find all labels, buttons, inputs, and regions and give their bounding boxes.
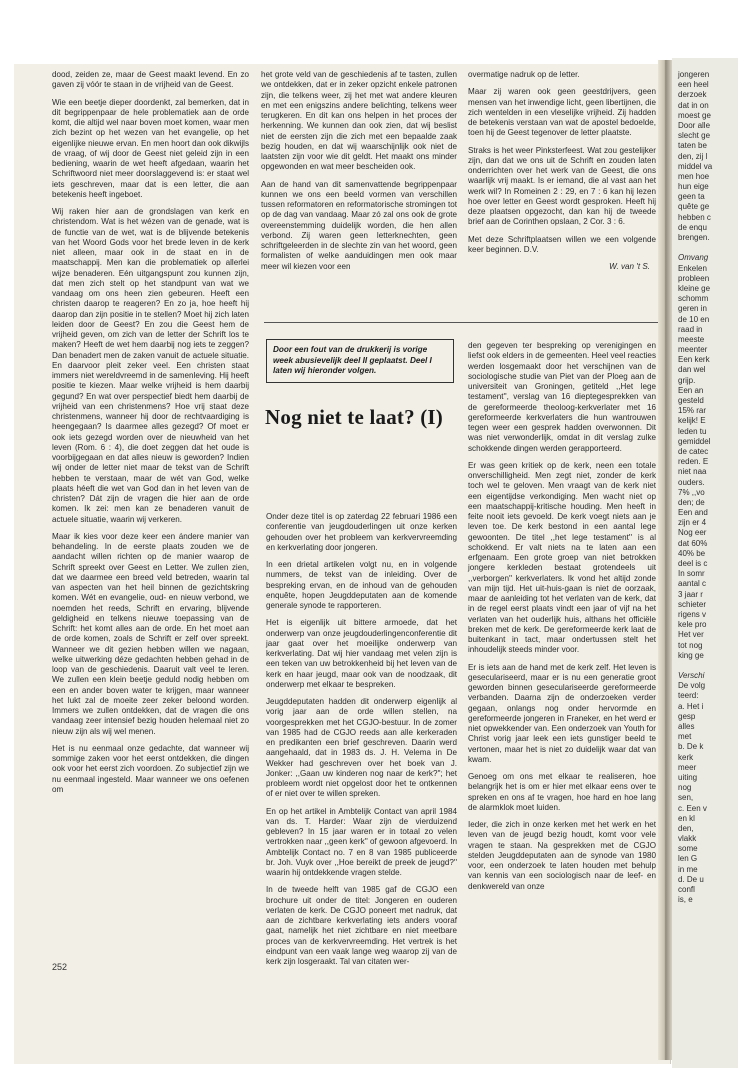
next-page-line: Nog eer <box>678 528 707 538</box>
next-page-line: gemiddel <box>678 436 711 446</box>
next-page-line: Door alle <box>678 120 711 130</box>
next-page-line: Omvang <box>678 253 709 263</box>
next-page-line: king ge <box>678 650 704 660</box>
next-page-line: a. Het i <box>678 701 704 711</box>
next-page-line: moest ge <box>678 110 711 120</box>
author-signature: W. van 't S. <box>609 262 650 271</box>
next-page-line: dan wel <box>678 365 706 375</box>
next-page-line: een heel <box>678 80 709 90</box>
next-page-line: geen ta <box>678 192 705 202</box>
next-page-line: den; de <box>678 497 705 507</box>
next-page-line: schomm <box>678 294 709 304</box>
paragraph: In een drietal artikelen volgt nu, en in volgende nummers, de tekst van de inleiding. Over de bespreking ervan, en de inhoud van de gehouden enquête, hopen Jeugddeputaten aan de komende generale synode te rapporteren. <box>266 560 457 610</box>
paragraph: In de tweede helft van 1985 gaf de CGJO een brochure uit onder de titel: Jongeren en ouderen verlaten de kerk. De CGJO poneert met nadruk, dat aan de zichtbare kerkverlating iets anders vooraf gaat, namelijk het niet zichtbare en niet meetbare proces van de kerkvervreemding. Het vertrek is het eindpunt van een vaak lange weg waarop zij van de kerk zijn losgeraakt. Tal van citaten wer- <box>266 885 457 966</box>
next-page-line: kele pro <box>678 620 707 630</box>
next-page-line: quête ge <box>678 202 710 212</box>
next-page-line: gesp <box>678 711 696 721</box>
next-page-column <box>678 70 738 905</box>
next-page-line: len G <box>678 854 698 864</box>
paragraph: overmatige nadruk op de letter. <box>468 70 580 79</box>
page-number: 252 <box>52 962 68 972</box>
article-column-2 <box>261 70 457 279</box>
next-page-line: 3 jaar r <box>678 589 703 599</box>
next-page-line: d. De u <box>678 874 704 884</box>
section-divider <box>264 322 658 323</box>
paragraph: dood, zeiden ze, maar de Geest maakt levend. En zo gaven zij vóór te staan in de vrijheid van de Geest. <box>52 70 249 90</box>
new-article-column-1 <box>266 512 457 974</box>
next-page-line: slecht ge <box>678 131 711 141</box>
next-page-line: derzoek <box>678 90 707 100</box>
next-page-line: Een and <box>678 508 708 518</box>
next-page-line: De volg <box>678 681 706 691</box>
paragraph: den gegeven ter bespreking op verenigingen en liefst ook elders in de gemeenten. Heel veel reacties werden losgemaakt door het verschijnen van de sociologische studie van Piet van der Ploeg aan de universiteit van Groningen, getiteld ,,Het lege testament'', verslag van 16 dieptegesprekken van de gereformeerde theoloog-kerkverlater met 16 gereformeerde kerkverlaters die hun wantrouwen tegen weer een gesprek hadden overwonnen. Dit was niet verwonderlijk, omdat in dit verslag zulke schokkende dingen werden gerapporteerd. <box>468 341 656 453</box>
next-page-line: Een an <box>678 385 704 395</box>
page-fold <box>658 60 672 1060</box>
next-page-line: is, e <box>678 895 693 905</box>
next-page-line: gesteld <box>678 396 704 405</box>
next-page-line: meer <box>678 762 697 772</box>
next-page-line: meeste <box>678 334 705 344</box>
paragraph: Wie een beetje dieper doordenkt, zal bemerken, dat in dit begrippenpaar de hele problematiek aan de orde komt, die altijd wel naar boven moet komen, waar men zich bezint op het wezen van het evangelie, op het eigenlijke nieuwe ervan. En men hoort dan ook dikwijls de vraag, of wij door de Geest niet geleid zijn in een bediening, waarin de wet heeft afgedaan, waarin het Schriftwoord niet meer doorslaggevend is: er staat wel iets geschreven, maar dat is een letter, die aan betekenis heeft ingeboet. <box>52 97 249 199</box>
article-headline: Nog niet te laat? (I) <box>265 405 443 429</box>
next-page-line: den, <box>678 823 694 833</box>
next-page-edge <box>672 58 738 1068</box>
next-page-line: taten be <box>678 141 707 151</box>
paragraph: Er was geen kritiek op de kerk, neen een totale onverschilligheid. Men zegt niet, zonder de kerk toch wel te geloven. Men vraagt van de kerk niet een eigentijdse verkondiging. Men wacht niet op een maatschappij-kritische houding. Men heeft in feite nooit iets gevoeld. De kerk voegt niets aan je leven toe. De kerk bestond in een aantal lege gewoonten. De titel ,,het lege testament'' is al schokkend. Er valt niets na te laten aan een erfgenaam. Een grote groep van niet betrokken jongere kerkleden bestaat grotendeels uit ,,verborgen'' kerkverlaters. Ik vond het altijd zonde van mijn tijd. Het uit-huis-gaan is niet de oorzaak, maar de aanleiding tot het verlaten van de kerk, dat in de regel eerst plaats vindt een jaar of vijf na het verlaten van het ouderlijk huis, althans het officiële breken met de kerk. De gereformeerde kerk laat de buitenkant in tact, maar ondertussen stelt het inhoudelijk steeds minder voor. <box>468 460 656 655</box>
next-page-line: c. Een v <box>678 803 707 813</box>
next-page-line: de enqu <box>678 222 707 232</box>
next-page-line: alles <box>678 722 695 731</box>
next-page-line <box>678 243 738 253</box>
next-page-line: kleine ge <box>678 283 711 293</box>
next-page-line: Enkelen <box>678 263 707 273</box>
next-page-line: hebben c <box>678 212 711 222</box>
next-page-line: In somr <box>678 569 705 579</box>
article-column-1 <box>52 70 249 802</box>
next-page-line: in me <box>678 864 698 874</box>
next-page-line: ouders. <box>678 477 705 487</box>
next-page-line: kelijk! E <box>678 416 706 426</box>
next-page-line: 15% rar <box>678 406 707 416</box>
paragraph: Het is nu eenmaal onze gedachte, dat wanneer wij sommige zaken voor het eerst ontdekken, die dingen ook voor het eerst zich voordoen. Zo subjectief zijn we nu eenmaal ingesteld. Maar wanneer we ons oefenen om <box>52 743 249 794</box>
paragraph: Maar zij waren ook geen geestdrijvers, geen mensen van het inwendige licht, geen libertijnen, die zich wentelden in een vleselijke vrijheid. Zij hadden de betekenis verstaan van wat de apostel bedoelde, toen hij de Geest tegenover de letter plaatste. <box>468 87 656 138</box>
next-page-line: b. De k <box>678 742 704 752</box>
next-page-line: reden. E <box>678 457 709 467</box>
article-column-3-top <box>468 70 656 272</box>
next-page-line: probleen <box>678 273 710 283</box>
next-page-line: niet naa <box>678 467 707 477</box>
next-page-line: some <box>678 844 698 854</box>
next-page-line: jongeren <box>678 70 710 79</box>
next-page-line: zijn er 4 <box>678 518 707 528</box>
next-page-line: vlakk <box>678 834 697 844</box>
next-page-line: leden tu <box>678 426 707 436</box>
next-page-line: Verschi <box>678 671 705 681</box>
paragraph: Met deze Schriftplaatsen willen we een volgende keer beginnen. D.V. <box>468 234 656 254</box>
next-page-line: grijp. <box>678 375 696 385</box>
next-page-line: men hoe <box>678 171 710 181</box>
next-page-line: deel is c <box>678 559 708 568</box>
next-page-line: brengen. <box>678 233 710 242</box>
paragraph: Maar ik kies voor deze keer een ándere manier van behandeling. In de eerste plaats zouden we de aandacht willen richten op de manier waarop de Schrift spreekt over Geest en Letter. We zullen zien, dat we daarmee een breed veld betreden, waarin tal van aspecten van het heil binnen de gezichtskring komen. Wét en evangelie, oud- en nieuw verbond, we noemden het reeds, Schrift en ervaring, blijvende geldigheid en telkens nieuwe toepassing van de Schrift: het komt alles aan de orde. En het moet aan de orde komen, zoals de Schrift er zelf over spreekt. Wanneer we dit gezien hebben willen we nagaan, welke uitwerking déze gedachten hebben gehad in de loop van de geschiedenis. Daaruit valt veel te leren. We zullen een klein beetje geduld nodig hebben om een en ander boven water te krijgen, maar wanneer het lukt zal de moeite zeer zeker beloond worden. Immers we zullen ontdekken, dat de vragen die ons vandaag zeer intensief bezig houden helemaal niet zo nieuw zijn als wij wel menen. <box>52 531 249 736</box>
next-page-line: middel va <box>678 161 713 171</box>
next-page-line <box>678 661 738 671</box>
next-page-line: schieter <box>678 599 707 609</box>
new-article-column-2 <box>468 341 656 899</box>
next-page-line: de catec <box>678 446 709 456</box>
next-page-line: dat 60% <box>678 538 708 548</box>
paragraph: Ieder, die zich in onze kerken met het werk en het leven van de jeugd bezig houdt, komt voor vele vragen te staan. Na gesprekken met de CGJO stelden Jeugddeputaten aan de synode van 1980 voor, een onderzoek te laten houden met behulp van kennis van een sociologisch naar de leef- en denkwereld van onze <box>468 820 656 891</box>
next-page-line: nog <box>678 783 692 793</box>
paragraph: Genoeg om ons met elkaar te realiseren, hoe belangrijk het is om er hier met elkaar eens over te spreken en ons af te vragen, hoe hard en hoe lang de alarmklok moet luiden. <box>468 772 656 812</box>
next-page-line: confl <box>678 885 695 894</box>
next-page-line: uiting <box>678 772 698 782</box>
next-page-line: aantal c <box>678 579 707 589</box>
paragraph: Het is eigenlijk uit bittere armoede, dat het onderwerp van onze jeugdouderlingenconferentie dit jaar gaat over het moeilijke onderwerp van kerkverlating. Dat wij hier vandaag met velen zijn is een teken van uw betrokkenheid bij het leven van de kerk en haar jeugd, maar ook van de noodzaak, dit onderwerp met elkaar te bespreken. <box>266 618 457 689</box>
next-page-line: 7% ,,vo <box>678 487 705 497</box>
next-page-line: rigens v <box>678 609 707 619</box>
next-page-line: de 10 en <box>678 314 710 324</box>
next-page-line: raad in <box>678 324 703 334</box>
paragraph: Straks is het weer Pinksterfeest. Wat zou gestelijker zijn, dan dat we ons uit de Schrift en zouden laten onderrichten over het werk van de Geest, die ons waarlijk vrij maakt. Is er iemand, die al vast aan het werk wil? In Romeinen 2 : 29, en 7 : 6 kan hij lezen hoe over letter en Geest wordt gesproken. Heeft hij deze plaatsen opgezocht, dan kan hij de tweede brief aan de Corinthen opslaan, 2 Cor. 3 : 6. <box>468 145 656 227</box>
correction-notice: Door een fout van de drukkerij is vorige week abusievelijk deel II geplaatst. Deel I laten wij hieronder volgen. <box>266 339 454 383</box>
paragraph: Wij raken hier aan de grondslagen van kerk en christendom. Wat is het wézen van de genade, wat is de functie van de wet, wat is de blijvende betekenis van het Woord Gods voor het brede leven in de kerk niet alleen, maar ook in de staat en in de maatschappij. Men kan die problematiek op allerlei wijze benaderen. Eén uitgangspunt zou kunnen zijn, dat men zich stelt op het standpunt van wat we vandaag om ons heen zien gebeuren. Heeft een christen daarop te reageren? En zo ja, hoe heeft hij daarop dan zijn positie in te stellen? Moet hij zich laten leiden door de Geest? En zou die Geest hem de vrijheid geven, om zich van de letter der Schrift los te maken? Heeft de wet hem daarbij nog iets te zeggen? Dan benadert men de zaken vanuit de actuele situatie. En daarvoor pleit zeker veel. Een christen staat immers niet wereldvreemd in de samenleving. Hij heeft positie te kiezen. Maar welke vrijheid is hem daarbij gegund? En wat over perspectief biedt hem daarbij de vrijheid van een christenmens? Hoe vrij staat deze christenmens, wanneer hij door de rechtvaardiging is heengegaan? Is daarmee alles gezegd? Of moet er ook iets gezegd worden over de nieuwheid van het leven (Rom. 6 : 4), die doet zeggen dat het oude is voorbijgegaan en dat alles nieuw is geworden? Indien wij onder de letter niet maar de tekst van de Schrift hebben te verstaan, maar de wét van God, welke plaats héeft die wet van God dan in het leven van de christen? Dát zijn de vragen die hier aan de orde komen. Ik zei: men kan ze benaderen vanuit de actuele situatie, waarin wij verkeren. <box>52 207 249 524</box>
next-page-line: kerk <box>678 752 694 762</box>
next-page-line: en kl <box>678 813 695 823</box>
next-page-line: met <box>678 732 692 742</box>
next-page-line: geren in <box>678 304 707 314</box>
next-page-line: sen, <box>678 793 694 803</box>
next-page-line: tot nog <box>678 640 703 650</box>
next-page-line: meenter <box>678 345 708 355</box>
paragraph: Onder deze titel is op zaterdag 22 februari 1986 een conferentie van jeugdouderlingen uit onze kerken gehouden over het probleem van kerkvervreemding en kerkverlating door jongeren. <box>266 512 457 552</box>
next-page-line: hun eige <box>678 182 709 192</box>
next-page-line: teerd: <box>678 691 699 701</box>
paragraph: Aan de hand van dit samenvattende begrippenpaar kunnen we ons een beeld vormen van verschillen tussen reformatoren en reformatorische stromingen tot op de dag van vandaag. Maar zó zal ons ook de grote overeenstemming duidelijk worden, die hen allen verbond. Zij waren geen letterknechten, geen schriftgeleerden in de slechte zin van het woord, geen formalisten of welke aanduidingen men ook maar meer wil kiezen voor een <box>261 179 457 271</box>
next-page-line: Een kerk <box>678 355 710 365</box>
paragraph: het grote veld van de geschiedenis af te tasten, zullen we ontdekken, dat er in zeker opzicht enkele patronen zijn, die telkens weer, zij het met wat andere kleuren en met een enigszins andere belichting, telkens weer terugkeren. En dit kan ons helpen in het proces der herkenning. We kunnen dan ook zien, dat wij beslist niet de eersten zijn die zich met een bepaalde zaak bezig houden, en dat wij waarschijnlijk ook niet de laatsten zijn voor wie dit geldt. Het maakt ons minder opgewonden en wat meer bescheiden ook. <box>261 70 457 172</box>
next-page-line: den, zij l <box>678 151 708 161</box>
next-page-line: dat in on <box>678 100 709 110</box>
next-page-line: 40% be <box>678 548 706 558</box>
next-page-line: Het ver <box>678 630 704 640</box>
paragraph: Er is iets aan de hand met de kerk zelf. Het leven is geseculariseerd, maar er is nu een generatie groot geworden binnen geseculariseerde gereformeerde verbanden. Daarna zijn de onderzoeken verder gegaan, onlangs nog onder hervormde en gereformeerde jongeren in Franeker, en het werd er niet opwekkender van. Een onderzoek van Youth for Christ vorig jaar leek een iets gunstiger beeld te vertonen, maar het is niet zo duidelijk waar dat van kwam. <box>468 662 656 764</box>
paragraph: Jeugddeputaten hadden dit onderwerp eigenlijk al vorig jaar aan de orde willen stellen, na voorgesprekken met het CGJO-bestuur. In de zomer van 1985 had de CGJO reeds aan alle kerkeraden en predikanten een brief geschreven. Daarin werd aangehaald, dat in 1983 ds. J. H. Velema in De Wekker had geschreven over het boek van J. Jonker: ,,Gaan uw kinderen nog naar de kerk?''; het probleem wordt niet opgelost door het te ontkennen of er niet over te willen spreken. <box>266 697 457 799</box>
paragraph: En op het artikel in Ambtelijk Contact van april 1984 van ds. T. Harder: Waar zijn de vierduizend gebleven? In 15 jaar waren er in totaal zo velen vertrokken naar ,,geen kerk'' of gewoon afgevoerd. In Ambtelijk Contact no. 7 en 8 van 1985 publiceerde br. Joh. Vuyk over ,,Hoe bereikt de preek de jeugd?'' waarin hij ontdekkende vragen stelde. <box>266 806 457 877</box>
